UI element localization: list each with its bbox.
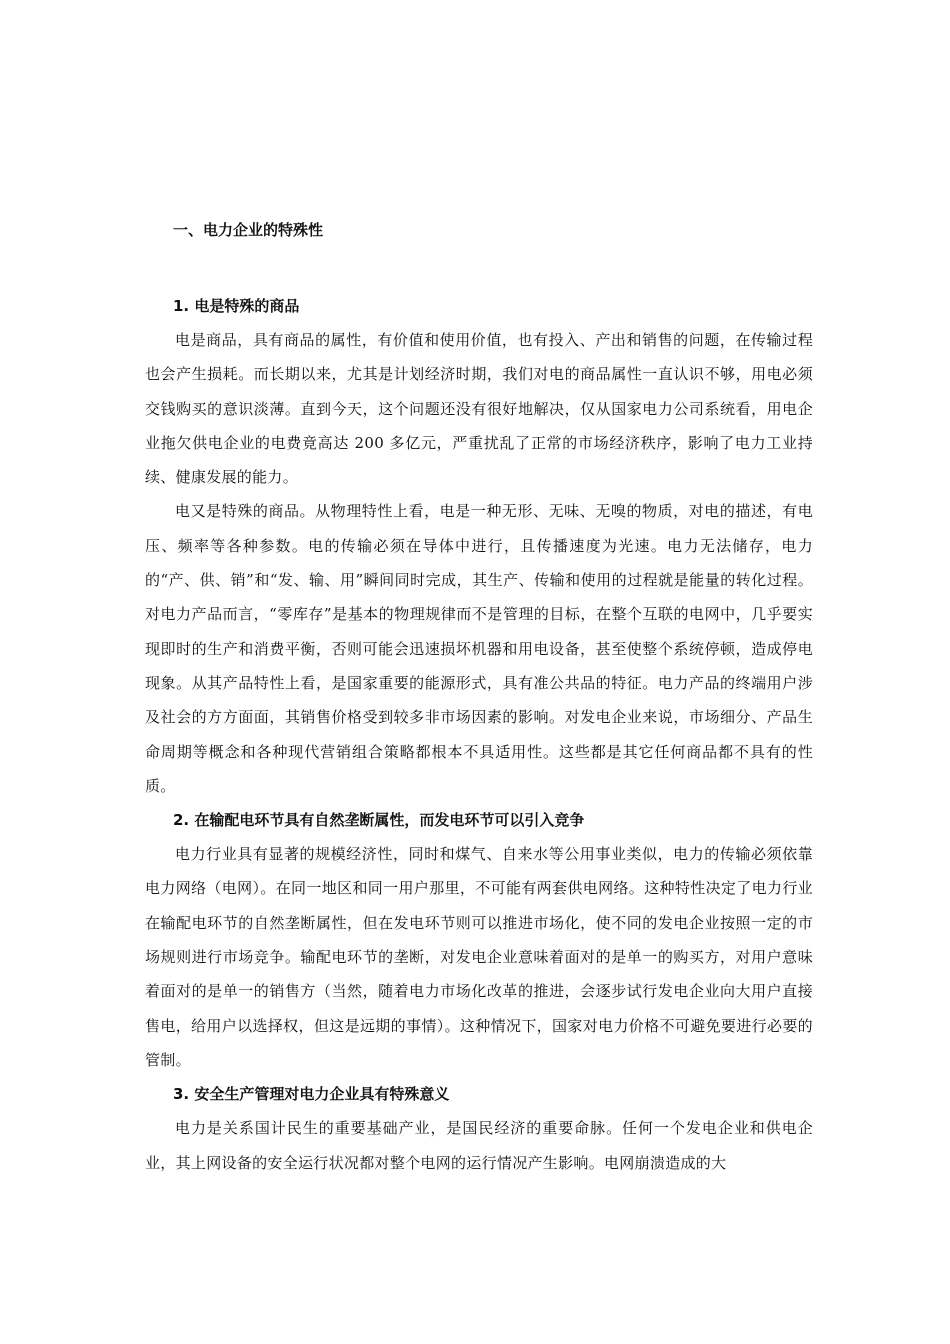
- section-title: 一、电力企业的特殊性: [173, 221, 324, 239]
- subsection-2: [145, 803, 813, 1077]
- subsection-1: [145, 289, 813, 803]
- document-body: [145, 217, 813, 1180]
- subsection-heading-2: 2. 在输配电环节具有自然垄断属性，而发电环节可以引入竞争: [173, 811, 585, 830]
- subsection-heading-1: 1. 电是特殊的商品: [173, 297, 300, 315]
- paragraph-3-1: 电力是关系国计民生的重要基础产业，是国民经济的重要命脉。任何一个发电企业和供电企业，其上网设备的安全运行状况都对整个电网的运行情况产生影响。电网崩溃造成的大: [145, 1119, 813, 1172]
- paragraph-1-1: 电是商品，具有商品的属性，有价值和使用价值，也有投入、产出和销售的问题，在传输过程也会产生损耗。而长期以来，尤其是计划经济时期，我们对电的商品属性一直认识不够，用电必须交钱购买的意识淡薄。直到今天，这个问题还没有很好地解决，仅从国家电力公司系统看，用电企业拖欠供电企业的电费竟高达 200 多亿元，严重扰乱了正常的市场经济秩序，影响了电力工业持续、健康发展的能力。: [145, 331, 813, 487]
- paragraph-2-1: 电力行业具有显著的规模经济性，同时和煤气、自来水等公用事业类似，电力的传输必须依靠电力网络（电网）。在同一地区和同一用户那里，不可能有两套供电网络。这种特性决定了电力行业在输配电环节的自然垄断属性，但在发电环节则可以推进市场化，使不同的发电企业按照一定的市场规则进行市场竞争。输配电环节的垄断，对发电企业意味着面对的是单一的购买方，对用户意味着面对的是单一的销售方（当然，随着电力市场化改革的推进，会逐步试行发电企业向大用户直接售电，给用户以选择权，但这是远期的事情）。这种情况下，国家对电力价格不可避免要进行必要的管制。: [145, 845, 813, 1069]
- subsection-3: [145, 1077, 813, 1180]
- subsection-heading-3: 3. 安全生产管理对电力企业具有特殊意义: [173, 1085, 450, 1104]
- paragraph-1-2: 电又是特殊的商品。从物理特性上看，电是一种无形、无味、无嗅的物质，对电的描述，有电压、频率等各种参数。电的传输必须在导体中进行，且传播速度为光速。电力无法储存，电力的“产、供、销”和“发、输、用”瞬间同时完成，其生产、传输和使用的过程就是能量的转化过程。对电力产品而言，“零库存”是基本的物理规律而不是管理的目标，在整个互联的电网中，几乎要实现即时的生产和消费平衡，否则可能会迅速损坏机器和用电设备，甚至使整个系统停顿，造成停电现象。从其产品特性上看，是国家重要的能源形式，具有准公共品的特征。电力产品的终端用户涉及社会的方方面面，其销售价格受到较多非市场因素的影响。对发电企业来说，市场细分、产品生命周期等概念和各种现代营销组合策略都根本不具适用性。这些都是其它任何商品都不具有的性质。: [145, 502, 813, 795]
